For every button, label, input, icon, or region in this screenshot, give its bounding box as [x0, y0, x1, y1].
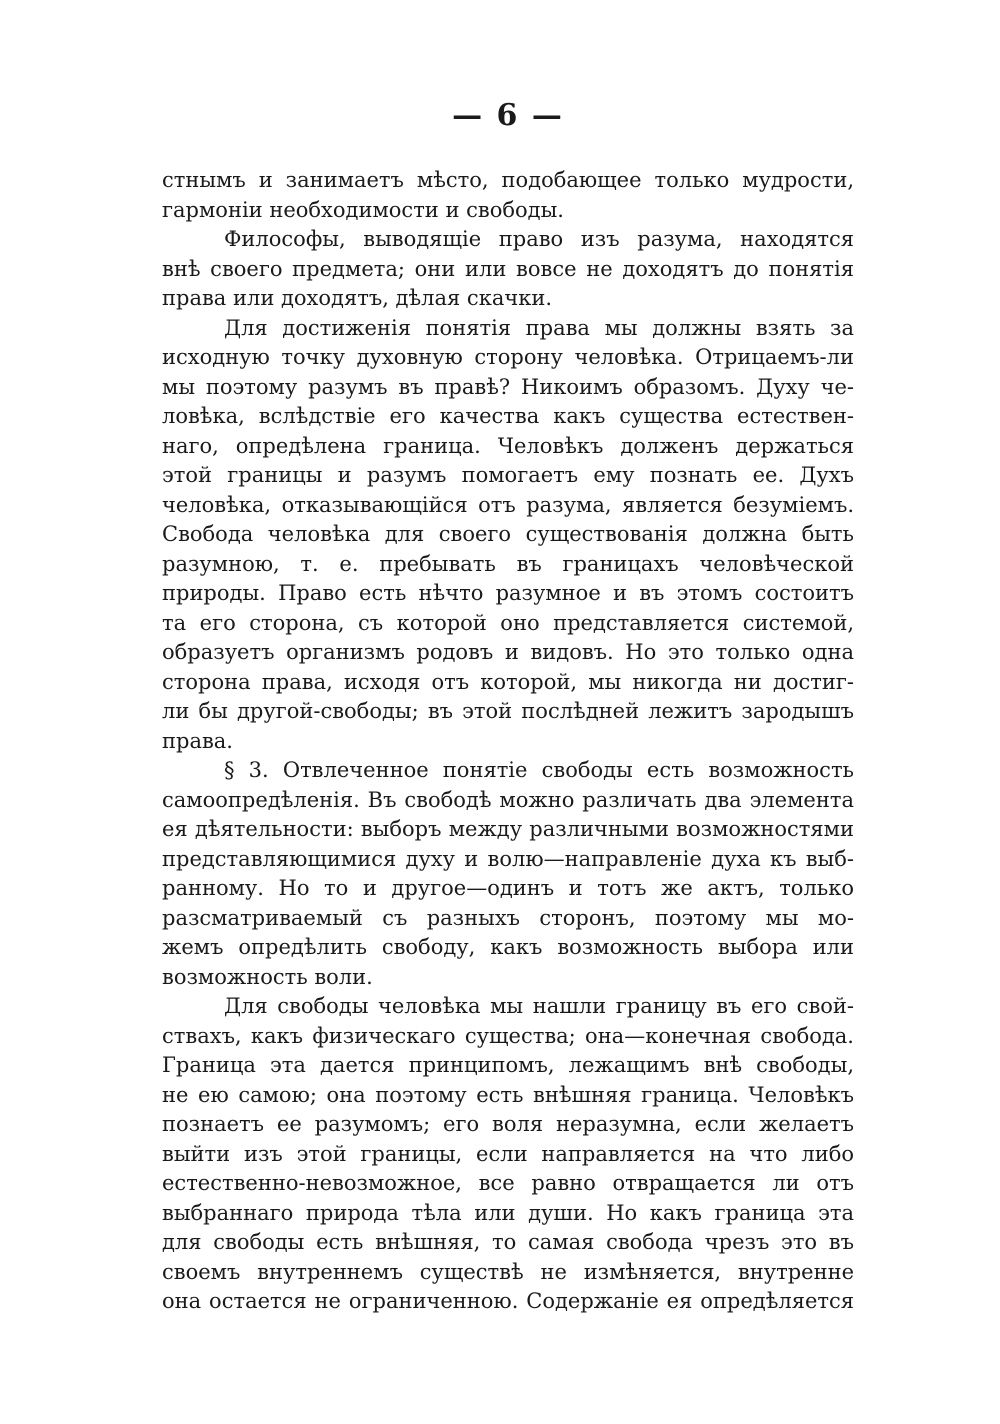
text-line: представляющимися духу и волю—направленіе духа къ выб- [162, 846, 854, 871]
text-line: познаетъ ее разумомъ; его воля неразумна, если желаетъ [162, 1112, 854, 1136]
text-line: образуетъ организмъ родовъ и видовъ. Но это только одна [162, 640, 854, 664]
text-line: Свобода человѣка для своего существованія должна быть [162, 522, 854, 546]
text-line: естественно-невозможное, все равно отвращается ли отъ [162, 1171, 854, 1195]
text-line: наго, опредѣлена граница. Человѣкъ долженъ держаться [162, 433, 854, 458]
page-number: — 6 — [452, 98, 564, 133]
paragraph-start-line: Для свободы человѣка мы нашли границу въ его свой- [224, 994, 854, 1018]
text-line: мы поэтому разумъ въ правѣ? Никоимъ образомъ. Духу че- [162, 374, 854, 399]
text-line: выйти изъ этой границы, если направляется на что либо [162, 1141, 854, 1166]
text-line: ствахъ, какъ физическаго существа; она—конечная свобода. [162, 1023, 854, 1048]
body-text [162, 166, 854, 1317]
text-line: ранному. Но то и другое—одинъ и тотъ же актъ, только [162, 876, 854, 900]
paragraph-start-line: Для достиженія понятія права мы должны взять за [224, 315, 854, 340]
text-line: ловѣка, вслѣдствіе его качества какъ существа естествен- [162, 404, 854, 428]
text-line: права. [162, 728, 233, 753]
text-line: возможность воли. [162, 964, 373, 989]
text-line: стнымъ и занимаетъ мѣсто, подобающее только мудрости, [162, 168, 854, 192]
text-line: для свободы есть внѣшняя, то самая свобода чрезъ это въ [162, 1230, 854, 1254]
text-line: права или доходятъ, дѣлая скачки. [162, 286, 553, 310]
text-line: своемъ внутреннемъ существѣ не измѣняется, внутренне [162, 1259, 854, 1284]
text-line: исходную точку духовную сторону человѣка. Отрицаемъ-ли [162, 345, 854, 369]
text-line: Граница эта дается принципомъ, лежащимъ внѣ свободы, [162, 1053, 854, 1077]
text-line: сторона права, исходя отъ которой, мы никогда ни достиг- [162, 669, 854, 694]
text-line: ея дѣятельности: выборъ между различными возможностями [162, 817, 854, 841]
text-line: этой границы и разумъ помогаетъ ему познать ее. Духъ [162, 463, 854, 487]
text-line: не ею самою; она поэтому есть внѣшняя граница. Человѣкъ [162, 1082, 854, 1107]
text-line: разсматриваемый съ разныхъ сторонъ, поэтому мы мо- [162, 905, 854, 930]
text-line: внѣ своего предмета; они или вовсе не доходятъ до понятія [162, 256, 854, 281]
text-line: она остается не ограниченною. Содержаніе ея опредѣляется [162, 1289, 854, 1313]
text-line: гармоніи необходимости и свободы. [162, 197, 564, 222]
text-line: самоопредѣленія. Въ свободѣ можно различать два элемента [162, 787, 854, 812]
text-line: выбраннаго природа тѣла или души. Но какъ граница эта [162, 1200, 854, 1225]
text-line: разумною, т. е. пребывать въ границахъ человѣческой [162, 551, 854, 576]
section-heading-line: § 3. Отвлеченное понятіе свободы есть возможность [224, 758, 854, 782]
text-line: ли бы другой-свободы; въ этой послѣдней лежитъ зародышъ [162, 699, 854, 723]
text-line: та его сторона, съ которой оно представляется системой, [162, 610, 854, 635]
text-line: жемъ опредѣлить свободу, какъ возможность выбора или [162, 935, 854, 959]
text-line: человѣка, отказывающійся отъ разума, является безуміемъ. [162, 492, 854, 517]
paragraph-start-line: Философы, выводящіе право изъ разума, находятся [224, 227, 854, 251]
text-line: природы. Право есть нѣчто разумное и въ этомъ состоитъ [162, 581, 854, 605]
